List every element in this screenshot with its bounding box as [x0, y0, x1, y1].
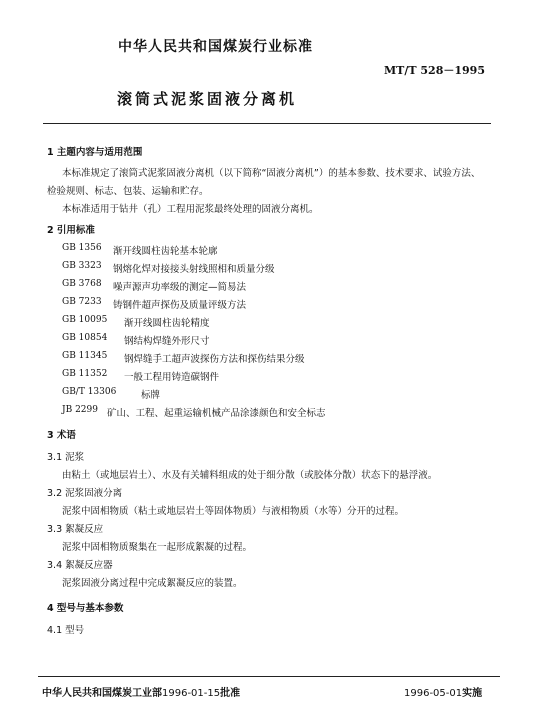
section-4-heading: 4 型号与基本参数 — [47, 603, 124, 614]
section-1-para-1-cont: 检验规则、标志、包装、运输和贮存。 — [47, 186, 209, 197]
ref-title: 一般工程用铸造碳钢件 — [124, 372, 220, 383]
ref-title: 钢熔化焊对接接头射线照相和质量分级 — [113, 264, 275, 275]
section-4-1-heading: 4.1 型号 — [47, 625, 85, 636]
header-divider — [43, 123, 491, 124]
ref-title: 标牌 — [141, 390, 161, 401]
ref-code: GB/T 13306 — [62, 387, 117, 397]
implementation-date: 1996-05-01 — [404, 688, 463, 699]
standard-title: 中华人民共和国煤炭行业标准 — [118, 39, 313, 55]
ref-title: 钢焊缝手工超声波探伤方法和探伤结果分级 — [124, 354, 305, 365]
term-3-2-body: 泥浆中固相物质（粘土或地层岩土等固体物质）与液相物质（水等）分开的过程。 — [62, 506, 405, 517]
term-3-4-heading: 3.4 絮凝反应器 — [47, 560, 113, 571]
approve-label: 批准 — [220, 688, 241, 699]
issue-date: 1996-01-15 — [162, 688, 221, 699]
footer-divider — [38, 676, 500, 677]
ref-title: 渐开线圆柱齿轮精度 — [124, 318, 210, 329]
section-3-heading: 3 术语 — [47, 430, 76, 441]
term-3-1-heading: 3.1 泥浆 — [47, 452, 85, 463]
implementation-label: 实施 — [462, 688, 483, 699]
section-1-para-1: 本标准规定了滚筒式泥浆固液分离机（以下简称“固液分离机”）的基本参数、技术要求、试验方法、 — [62, 168, 481, 179]
ref-code: GB 10095 — [62, 315, 108, 325]
ref-title: 矿山、工程、起重运输机械产品涂漆颜色和安全标志 — [107, 408, 326, 419]
ref-title: 噪声源声功率级的测定—简易法 — [113, 282, 247, 293]
ref-code: JB 2299 — [62, 405, 98, 415]
document-title: 滚筒式泥浆固液分离机 — [117, 90, 298, 108]
implementation-statement — [404, 684, 482, 699]
term-3-3-body: 泥浆中固相物质聚集在一起形成絮凝的过程。 — [62, 542, 253, 553]
ref-code: GB 3323 — [62, 261, 102, 271]
ref-title: 铸钢件超声探伤及质量评级方法 — [113, 300, 247, 311]
section-1-heading: 1 主题内容与适用范围 — [47, 147, 143, 158]
ref-code: GB 7233 — [62, 297, 102, 307]
issue-statement — [42, 684, 240, 699]
standard-code: MT/T 528－1995 — [384, 64, 485, 77]
ref-code: GB 11345 — [62, 351, 108, 361]
term-3-2-heading: 3.2 泥浆固液分离 — [47, 488, 123, 499]
term-3-3-heading: 3.3 絮凝反应 — [47, 524, 104, 535]
section-2-heading: 2 引用标准 — [47, 225, 95, 236]
term-3-4-body: 泥浆固液分离过程中完成絮凝反应的装置。 — [62, 578, 243, 589]
section-1-para-2: 本标准适用于钻井（孔）工程用泥浆最终处理的固液分离机。 — [62, 204, 319, 215]
ref-code: GB 11352 — [62, 369, 108, 379]
term-3-1-body: 由粘土（或地层岩土）、水及有关辅料组成的处于细分散（或胶体分散）状态下的悬浮液。 — [62, 470, 438, 481]
ref-title: 钢结构焊缝外形尺寸 — [124, 336, 210, 347]
ref-code: GB 3768 — [62, 279, 102, 289]
ref-code: GB 10854 — [62, 333, 108, 343]
ref-title: 渐开线圆柱齿轮基本轮廓 — [113, 246, 218, 257]
ref-code: GB 1356 — [62, 243, 102, 253]
issuer: 中华人民共和国煤炭工业部 — [42, 688, 162, 699]
